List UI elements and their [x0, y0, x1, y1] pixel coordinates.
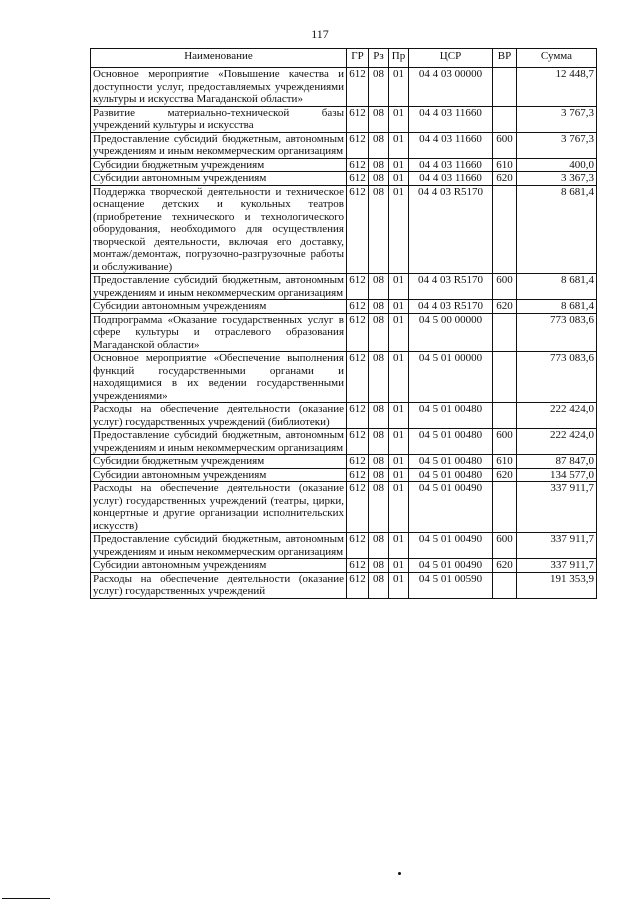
cell-csr: 04 5 01 00000: [409, 352, 493, 403]
column-header-name: Наименование: [91, 49, 347, 68]
cell-name: Субсидии автономным учреждениям: [91, 468, 347, 482]
table-row: [91, 172, 597, 186]
cell-csr: 04 4 03 11660: [409, 158, 493, 172]
cell-pr: 01: [389, 455, 409, 469]
cell-gr: 612: [347, 468, 369, 482]
cell-vr: [493, 185, 517, 274]
cell-gr: 612: [347, 352, 369, 403]
cell-pr: 01: [389, 313, 409, 352]
cell-gr: 612: [347, 559, 369, 573]
cell-rz: 08: [369, 352, 389, 403]
cell-pr: 01: [389, 68, 409, 107]
table-row: [91, 68, 597, 107]
cell-pr: 01: [389, 158, 409, 172]
table-row: [91, 106, 597, 132]
table-row: [91, 559, 597, 573]
cell-rz: 08: [369, 313, 389, 352]
cell-vr: 600: [493, 274, 517, 300]
cell-rz: 08: [369, 274, 389, 300]
cell-pr: 01: [389, 482, 409, 533]
cell-sum: 337 911,7: [517, 533, 597, 559]
cell-vr: [493, 106, 517, 132]
cell-name: Субсидии бюджетным учреждениям: [91, 455, 347, 469]
cell-pr: 01: [389, 403, 409, 429]
column-header-gr: ГР: [347, 49, 369, 68]
cell-sum: 134 577,0: [517, 468, 597, 482]
cell-vr: [493, 313, 517, 352]
cell-name: Предоставление субсидий бюджетным, автономным учреждениям и иным некоммерческим организациям: [91, 429, 347, 455]
cell-pr: 01: [389, 132, 409, 158]
cell-gr: 612: [347, 455, 369, 469]
cell-vr: [493, 352, 517, 403]
cell-csr: 04 5 01 00490: [409, 559, 493, 573]
cell-name: Расходы на обеспечение деятельности (оказание услуг) государственных учреждений: [91, 572, 347, 598]
table-row: [91, 468, 597, 482]
column-header-sum: Сумма: [517, 49, 597, 68]
cell-csr: 04 4 03 00000: [409, 68, 493, 107]
cell-csr: 04 5 01 00480: [409, 429, 493, 455]
cell-name: Предоставление субсидий бюджетным, автономным учреждениям и иным некоммерческим организациям: [91, 274, 347, 300]
cell-pr: 01: [389, 185, 409, 274]
column-header-vr: ВР: [493, 49, 517, 68]
cell-gr: 612: [347, 274, 369, 300]
cell-name: Субсидии бюджетным учреждениям: [91, 158, 347, 172]
cell-name: Развитие материально-технической базы учреждений культуры и искусства: [91, 106, 347, 132]
table-row: [91, 313, 597, 352]
cell-rz: 08: [369, 158, 389, 172]
table-row: [91, 158, 597, 172]
table-row: [91, 429, 597, 455]
cell-sum: 8 681,4: [517, 274, 597, 300]
cell-sum: 337 911,7: [517, 559, 597, 573]
cell-csr: 04 5 01 00480: [409, 455, 493, 469]
cell-sum: 222 424,0: [517, 403, 597, 429]
cell-sum: 400,0: [517, 158, 597, 172]
cell-sum: 191 353,9: [517, 572, 597, 598]
cell-sum: 3 767,3: [517, 106, 597, 132]
cell-sum: 773 083,6: [517, 313, 597, 352]
cell-vr: [493, 482, 517, 533]
cell-pr: 01: [389, 172, 409, 186]
cell-vr: 610: [493, 455, 517, 469]
cell-pr: 01: [389, 572, 409, 598]
cell-csr: 04 4 03 11660: [409, 132, 493, 158]
cell-gr: 612: [347, 132, 369, 158]
cell-sum: 87 847,0: [517, 455, 597, 469]
cell-pr: 01: [389, 429, 409, 455]
cell-rz: 08: [369, 482, 389, 533]
cell-name: Расходы на обеспечение деятельности (оказание услуг) государственных учреждений (библиотеки): [91, 403, 347, 429]
cell-rz: 08: [369, 455, 389, 469]
cell-rz: 08: [369, 106, 389, 132]
cell-vr: 610: [493, 158, 517, 172]
cell-pr: 01: [389, 106, 409, 132]
cell-name: Основное мероприятие «Обеспечение выполнения функций государственными органами и находящимися в их ведении государственными учреждениями»: [91, 352, 347, 403]
cell-vr: 600: [493, 533, 517, 559]
cell-gr: 612: [347, 572, 369, 598]
cell-pr: 01: [389, 468, 409, 482]
cell-gr: 612: [347, 68, 369, 107]
table-row: [91, 352, 597, 403]
cell-rz: 08: [369, 403, 389, 429]
cell-csr: 04 5 01 00490: [409, 482, 493, 533]
table-row: [91, 274, 597, 300]
cell-pr: 01: [389, 352, 409, 403]
cell-sum: 8 681,4: [517, 300, 597, 314]
cell-name: Субсидии автономным учреждениям: [91, 172, 347, 186]
cell-name: Основное мероприятие «Повышение качества и доступности услуг, предоставляемых учреждениями культуры и искусства Магаданской области»: [91, 68, 347, 107]
cell-pr: 01: [389, 300, 409, 314]
column-header-csr: ЦСР: [409, 49, 493, 68]
cell-gr: 612: [347, 300, 369, 314]
column-header-pr: Пр: [389, 49, 409, 68]
table-row: [91, 132, 597, 158]
cell-sum: 3 367,3: [517, 172, 597, 186]
cell-vr: 620: [493, 468, 517, 482]
cell-vr: 620: [493, 300, 517, 314]
cell-vr: 600: [493, 132, 517, 158]
cell-gr: 612: [347, 482, 369, 533]
cell-rz: 08: [369, 572, 389, 598]
cell-name: Предоставление субсидий бюджетным, автономным учреждениям и иным некоммерческим организациям: [91, 533, 347, 559]
cell-gr: 612: [347, 185, 369, 274]
cell-sum: 773 083,6: [517, 352, 597, 403]
cell-gr: 612: [347, 106, 369, 132]
cell-rz: 08: [369, 429, 389, 455]
cell-rz: 08: [369, 185, 389, 274]
cell-name: Субсидии автономным учреждениям: [91, 559, 347, 573]
table-row: [91, 403, 597, 429]
cell-gr: 612: [347, 158, 369, 172]
table-row: [91, 300, 597, 314]
cell-vr: 620: [493, 559, 517, 573]
cell-vr: [493, 403, 517, 429]
footnote-rule: [2, 898, 50, 899]
cell-gr: 612: [347, 429, 369, 455]
cell-rz: 08: [369, 132, 389, 158]
cell-csr: 04 4 03 R5170: [409, 300, 493, 314]
cell-csr: 04 4 03 R5170: [409, 274, 493, 300]
cell-csr: 04 5 01 00490: [409, 533, 493, 559]
cell-rz: 08: [369, 68, 389, 107]
cell-csr: 04 5 01 00480: [409, 468, 493, 482]
cell-rz: 08: [369, 300, 389, 314]
cell-pr: 01: [389, 274, 409, 300]
cell-sum: 12 448,7: [517, 68, 597, 107]
cell-gr: 612: [347, 313, 369, 352]
table-row: [91, 533, 597, 559]
cell-pr: 01: [389, 533, 409, 559]
cell-vr: 620: [493, 172, 517, 186]
cell-csr: 04 4 03 R5170: [409, 185, 493, 274]
cell-rz: 08: [369, 533, 389, 559]
cell-csr: 04 4 03 11660: [409, 106, 493, 132]
cell-vr: [493, 68, 517, 107]
column-header-rz: Рз: [369, 49, 389, 68]
table-body: [91, 68, 597, 599]
cell-name: Субсидии автономным учреждениям: [91, 300, 347, 314]
cell-pr: 01: [389, 559, 409, 573]
table-row: [91, 572, 597, 598]
cell-sum: 3 767,3: [517, 132, 597, 158]
cell-rz: 08: [369, 468, 389, 482]
cell-sum: 222 424,0: [517, 429, 597, 455]
cell-rz: 08: [369, 172, 389, 186]
cell-csr: 04 5 01 00480: [409, 403, 493, 429]
table-row: [91, 185, 597, 274]
budget-table: [90, 48, 597, 599]
footer-dot: [398, 872, 401, 875]
cell-gr: 612: [347, 533, 369, 559]
cell-gr: 612: [347, 172, 369, 186]
cell-csr: 04 4 03 11660: [409, 172, 493, 186]
cell-name: Подпрограмма «Оказание государственных услуг в сфере культуры и отраслевого образования Магаданской области»: [91, 313, 347, 352]
cell-sum: 337 911,7: [517, 482, 597, 533]
cell-csr: 04 5 01 00590: [409, 572, 493, 598]
cell-name: Предоставление субсидий бюджетным, автономным учреждениям и иным некоммерческим организациям: [91, 132, 347, 158]
cell-rz: 08: [369, 559, 389, 573]
cell-vr: 600: [493, 429, 517, 455]
cell-sum: 8 681,4: [517, 185, 597, 274]
cell-name: Поддержка творческой деятельности и техническое оснащение детских и кукольных театров (приобретение технического и технологического оборудования, необходимого для осуществления творческой деятельности, включая его доставку, монтаж/демонтаж, погрузочно-разгрузочные работы и обслуживание): [91, 185, 347, 274]
cell-vr: [493, 572, 517, 598]
table-row: [91, 455, 597, 469]
table-header-row: [91, 49, 597, 68]
cell-name: Расходы на обеспечение деятельности (оказание услуг) государственных учреждений (театры, цирки, концертные и другие организации исполнительских искусств): [91, 482, 347, 533]
cell-gr: 612: [347, 403, 369, 429]
cell-csr: 04 5 00 00000: [409, 313, 493, 352]
page-number: 117: [311, 27, 329, 41]
table-row: [91, 482, 597, 533]
